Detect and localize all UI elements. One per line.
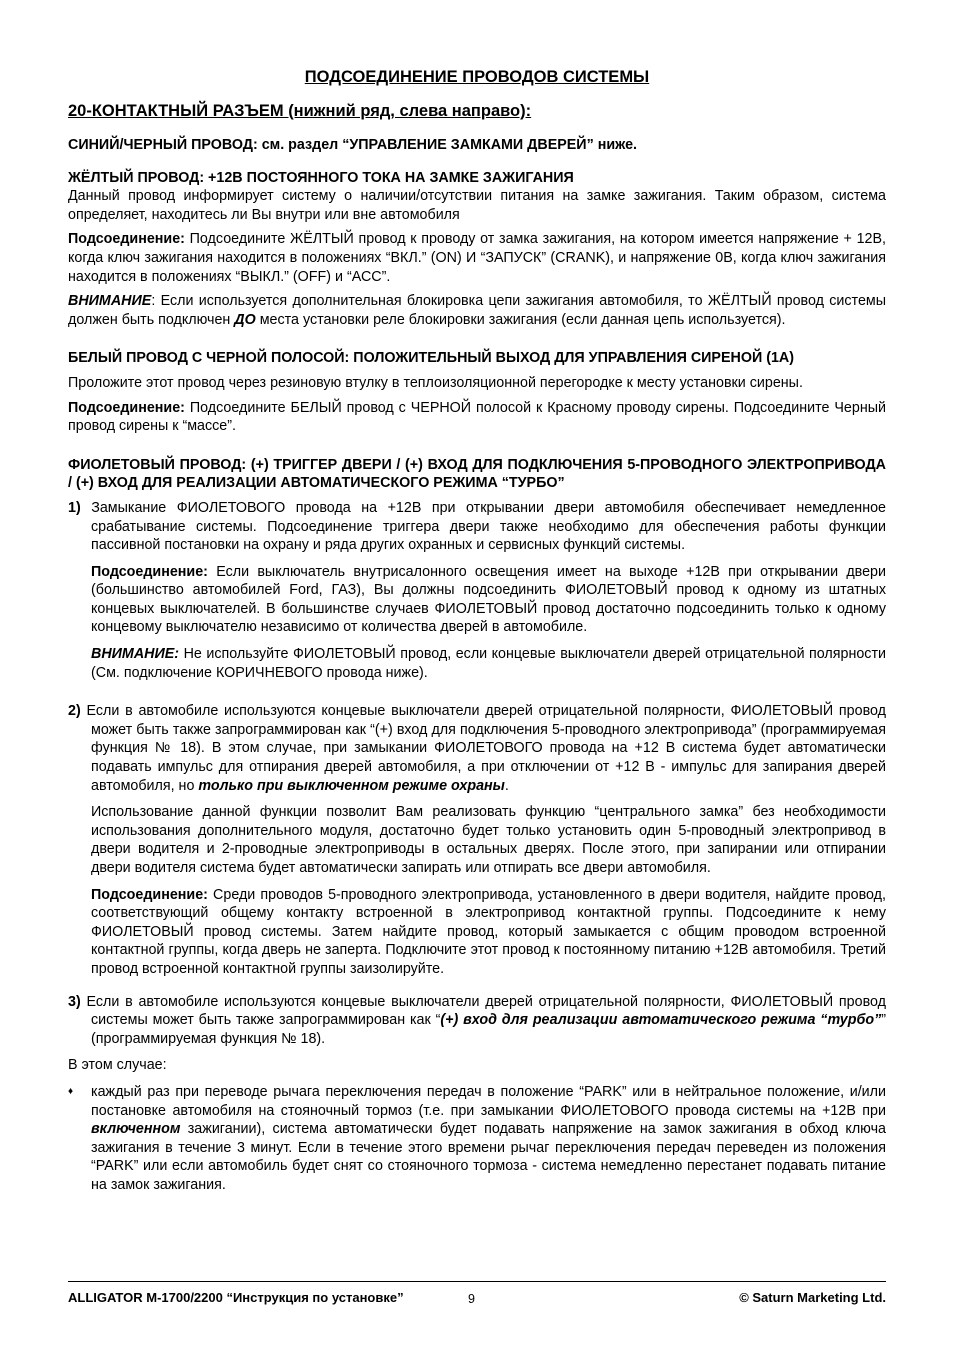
yellow-wire-heading: ЖЁЛТЫЙ ПРОВОД: +12В ПОСТОЯННОГО ТОКА НА ЗАМКЕ ЗАЖИГАНИЯ	[68, 169, 574, 186]
page-title: ПОДСОЕДИНЕНИЕ ПРОВОДОВ СИСТЕМЫ	[304, 68, 650, 86]
yellow-wire-connection	[68, 230, 886, 286]
violet-item-2	[68, 702, 886, 795]
item-number: 2)	[68, 703, 81, 720]
warning-label: ВНИМАНИЕ	[68, 293, 152, 310]
diamond-bullet-icon: ♦	[68, 1085, 74, 1097]
white-black-wire-connection	[68, 399, 886, 436]
item-text: Если в автомобиле используются концевые выключатели дверей отрицательной полярности, ФИОЛЕТОВЫЙ провод системы может быть также запрограммирован как “	[80, 993, 886, 1029]
warning-text: : Если используется дополнительная блокировка цепи зажигания автомобиля, то ЖЁЛТЫЙ провод системы должен быть подключен	[68, 293, 886, 328]
violet-item-3	[68, 993, 886, 1049]
violet-item-1-connection	[68, 563, 886, 637]
item-emphasis: (+) вход для реализации автоматического режима “турбо”	[440, 1012, 882, 1029]
item-number: 1)	[68, 499, 81, 516]
warning-emphasis: ДО	[234, 311, 256, 328]
page-footer	[68, 1289, 886, 1309]
footer-copyright: © Saturn Marketing Ltd.	[739, 1290, 886, 1305]
item-text: Если в автомобиле используются концевые выключатели дверей отрицательной полярности, ФИОЛЕТОВЫЙ провод может быть также запрограммирован как “(+) вход для подключения 5-проводного электропривода” (программируемая функция № 18). В этом случае, при замыкании ФИОЛЕТОВОГО провода на +12 В система будет автоматически подавать импульс для отпирания дверей автомобиля, а при отключении от +12 В - импульс для запирания дверей автомобиля, но	[80, 703, 886, 794]
connection-label: Подсоединение:	[91, 563, 208, 580]
connection-label: Подсоединение:	[68, 231, 185, 248]
bullet-text-start: каждый раз при переводе рычага переключения передач в положение “PARK” или в нейтральное положение, и/или постановке автомобиля на стояночный тормоз (т.е. при замыкании ФИОЛЕТОВОГО провода системы на +12В при	[91, 1083, 886, 1119]
bullet-item	[68, 1083, 886, 1195]
bullet-text	[91, 1083, 886, 1195]
connection-text: Среди проводов 5-проводного электропривода, установленного в двери водителя, найдите провод, соответствующий общему контакту встроенной в электропривод контактной группы. Подсоедините к нему ФИОЛЕТОВЫЙ провод системы. Затем найдите провод, который замыкается с общим проводом встроенной контактной группы, когда дверь не заперта. Подключите этот провод к постоянному питанию +12В автомобиля. Третий провод встроенной контактной группы заизолируйте.	[91, 886, 886, 977]
item-tail: ” (программируемая функция № 18).	[91, 1012, 886, 1047]
violet-item-1-warning	[68, 645, 886, 682]
yellow-wire-intro: Данный провод информирует систему о наличии/отсутствии питания на замке зажигания. Таким образом, система определяет, находитесь ли Вы внутри или вне автомобиля	[68, 188, 886, 223]
connection-label: Подсоединение:	[91, 886, 208, 903]
violet-item-2-connection	[68, 886, 886, 979]
item-number: 3)	[68, 993, 81, 1010]
warning-text-end: места установки реле блокировки зажигания (если данная цепь используется).	[255, 311, 786, 328]
in-this-case-label: В этом случае:	[68, 1057, 167, 1074]
warning-label: ВНИМАНИЕ:	[91, 646, 180, 663]
bullet-emphasis: включенном	[91, 1121, 181, 1138]
item-text: Замыкание ФИОЛЕТОВОГО провода на +12В при открывании двери автомобиля обеспечивает немедленное срабатывание системы. Подсоединение триггера двери также необходимо для обеспечения работы функции пассивной постановки на охрану и ряда других охранных и сервисных функций системы.	[80, 499, 886, 554]
warning-text: Не используйте ФИОЛЕТОВЫЙ провод, если концевые выключатели дверей отрицательной полярности (См. подключение КОРИЧНЕВОГО провода ниже).	[91, 646, 886, 681]
page-number: 9	[468, 1292, 475, 1306]
connection-text: Если выключатель внутрисалонного освещения имеет на выходе +12В при открывании двери (большинство автомобилей Ford, ГАЗ), Вы должны подсоединить ФИОЛЕТОВЫЙ провод к одному из штатных концевых выключателей. В большинстве случаев ФИОЛЕТОВЫЙ провод достаточно подсоединить только к одному концевому выключателю независимо от количества дверей в автомобиле.	[91, 563, 886, 636]
item-emphasis: только при выключенном режиме охраны	[198, 777, 505, 794]
blue-black-wire-heading: СИНИЙ/ЧЕРНЫЙ ПРОВОД: см. раздел “УПРАВЛЕНИЕ ЗАМКАМИ ДВЕРЕЙ” ниже.	[68, 137, 637, 153]
white-black-wire-intro: Проложите этот провод через резиновую втулку в теплоизоляционной перегородке к месту установки сирены.	[68, 374, 803, 391]
item-tail: .	[504, 777, 509, 794]
violet-wire-heading: ФИОЛЕТОВЫЙ ПРОВОД: (+) ТРИГГЕР ДВЕРИ / (+) ВХОД ДЛЯ ПОДКЛЮЧЕНИЯ 5-ПРОВОДНОГО ЭЛЕКТРОПРИВОДА / (+) ВХОД ДЛЯ РЕАЛИЗАЦИИ АВТОМАТИЧЕСКОГО РЕЖИМА “ТУРБО”	[68, 456, 886, 492]
connection-text: Подсоедините ЖЁЛТЫЙ провод к проводу от замка зажигания, на котором имеется напряжение + 12В, когда ключ зажигания находится в положениях “ВКЛ.” (ON) И “ЗАПУСК” (CRANK), и напряжение 0В, когда ключ зажигания находится в положениях “ВЫКЛ.” (OFF) и “АСС”.	[68, 231, 886, 285]
page-content	[68, 66, 886, 1195]
violet-item-2-usage: Использование данной функции позволит Вам реализовать функцию “центрального замка” без необходимости использования дополнительного модуля, достаточно будет только установить один 5-проводный электропривод в двери водителя и 2-проводные электроприводы в остальных дверях. После этого, при запирании или отпирании двери водителя система будет автоматически запирать или отпирать все двери автомобиля.	[91, 804, 886, 876]
yellow-wire-warning	[68, 292, 886, 329]
footer-document-title: ALLIGATOR M-1700/2200 “Инструкция по установке”	[68, 1290, 404, 1305]
connector-heading: 20-КОНТАКТНЫЙ РАЗЪЕМ (нижний ряд, слева направо):	[68, 102, 532, 120]
connection-label: Подсоединение:	[68, 399, 185, 416]
connection-text: Подсоедините БЕЛЫЙ провод с ЧЕРНОЙ полосой к Красному проводу сирены. Подсоедините Черный провод сирены к “массе”.	[68, 399, 886, 435]
footer-divider	[68, 1281, 886, 1282]
bullet-text-end: зажигании), система автоматически будет подавать напряжение на замок зажигания в обход ключа зажигания в течение 3 минут. Если в течение этого времени рычаг переключения передач переведен из положения “PARK” или если автомобиль будет снят со стояночного тормоза - система немедленно перестанет подавать питание на замок зажигания.	[91, 1121, 886, 1193]
violet-item-1	[68, 499, 886, 555]
white-black-wire-heading: БЕЛЫЙ ПРОВОД С ЧЕРНОЙ ПОЛОСОЙ: ПОЛОЖИТЕЛЬНЫЙ ВЫХОД ДЛЯ УПРАВЛЕНИЯ СИРЕНОЙ (1А)	[68, 350, 794, 367]
